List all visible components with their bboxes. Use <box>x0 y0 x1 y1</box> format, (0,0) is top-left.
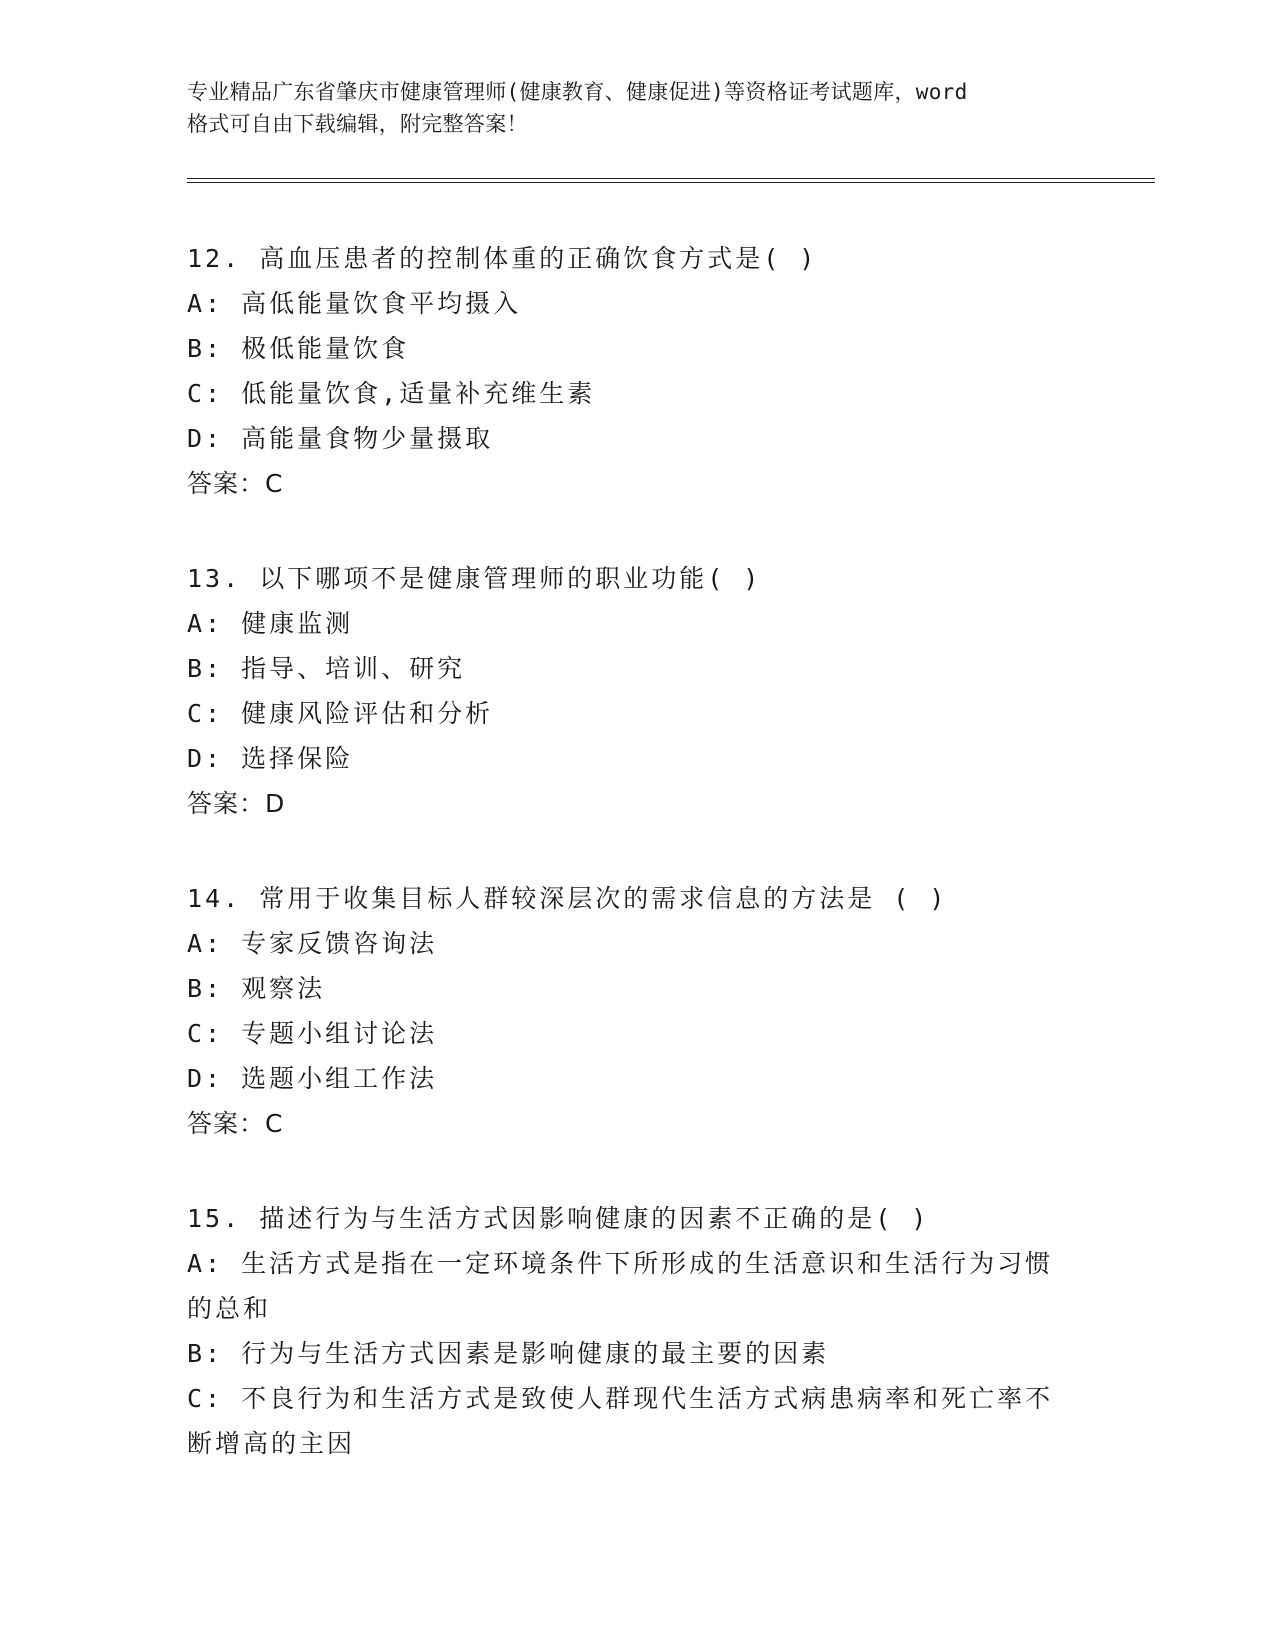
header-line-2: 格式可自由下载编辑，附完整答案！ <box>187 112 528 136</box>
option-b: B: 观察法 <box>187 974 326 1003</box>
answer-label: 答案：C <box>187 469 284 498</box>
question-14 <box>187 876 1087 1146</box>
question-13 <box>187 556 1087 826</box>
answer-label: 答案：C <box>187 1109 284 1138</box>
option-c: C: 低能量饮食,适量补充维生素 <box>187 379 596 408</box>
question-stem: 12. 高血压患者的控制体重的正确饮食方式是( ) <box>187 244 818 273</box>
header-line-1: 专业精品广东省肇庆市健康管理师(健康教育、健康促进)等资格证考试题库，word <box>187 80 968 104</box>
option-a: A: 生活方式是指在一定环境条件下所形成的生活意识和生活行为习惯的总和 <box>187 1249 1054 1323</box>
option-a: A: 健康监测 <box>187 609 354 638</box>
header-divider-bottom <box>187 182 1155 183</box>
header-divider-top <box>187 178 1155 179</box>
option-d: D: 高能量食物少量摄取 <box>187 424 494 453</box>
answer-label: 答案：D <box>187 789 286 818</box>
question-stem: 14. 常用于收集目标人群较深层次的需求信息的方法是 ( ) <box>187 884 948 913</box>
option-d: D: 选题小组工作法 <box>187 1064 438 1093</box>
document-header <box>187 76 1087 140</box>
option-d: D: 选择保险 <box>187 744 354 773</box>
question-stem: 15. 描述行为与生活方式因影响健康的因素不正确的是( ) <box>187 1204 930 1233</box>
option-c: C: 健康风险评估和分析 <box>187 699 494 728</box>
option-b: B: 指导、培训、研究 <box>187 654 466 683</box>
option-a: A: 高低能量饮食平均摄入 <box>187 289 522 318</box>
option-c: C: 不良行为和生活方式是致使人群现代生活方式病患病率和死亡率不断增高的主因 <box>187 1384 1054 1458</box>
option-c: C: 专题小组讨论法 <box>187 1019 438 1048</box>
option-a: A: 专家反馈咨询法 <box>187 929 438 958</box>
question-12 <box>187 236 1087 506</box>
option-b: B: 极低能量饮食 <box>187 334 410 363</box>
option-b: B: 行为与生活方式因素是影响健康的最主要的因素 <box>187 1339 830 1368</box>
question-stem: 13. 以下哪项不是健康管理师的职业功能( ) <box>187 564 762 593</box>
question-15 <box>187 1196 1087 1466</box>
